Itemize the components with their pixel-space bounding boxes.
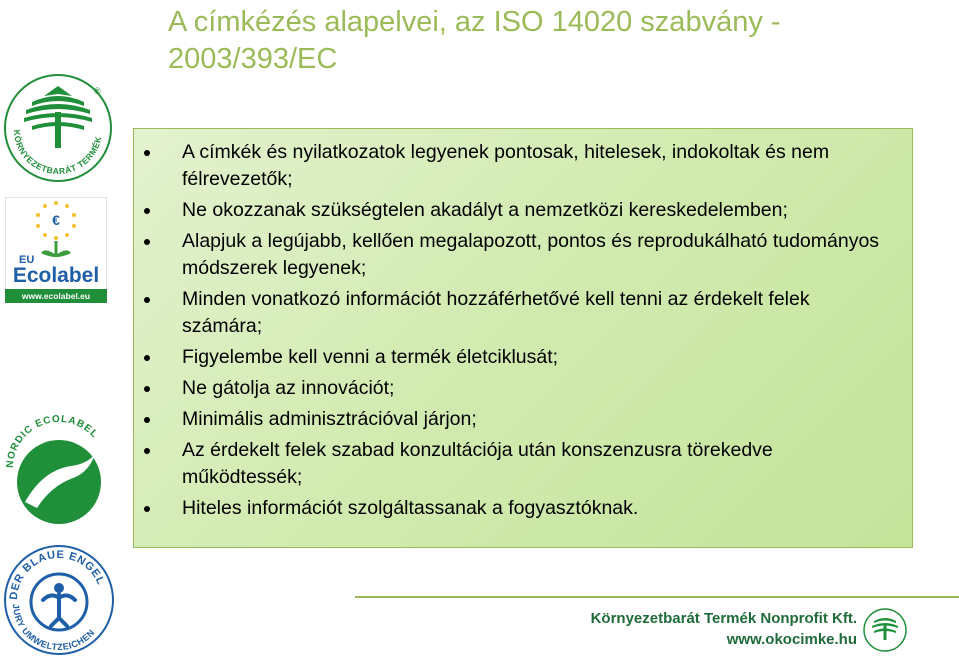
bullet-list [134, 139, 912, 526]
blaue-engel-logo [3, 538, 115, 658]
bullet-item: Minimális adminisztrációval járjon; [134, 406, 912, 433]
footer-kornyezetbarat-logo [862, 607, 908, 653]
ecolabel-label: Ecolabel [12, 264, 100, 287]
svg-text:€: € [52, 212, 60, 228]
footer-url[interactable]: www.okocimke.hu [726, 631, 857, 648]
kornyezetbarat-logo-text: KÖRNYEZETBARÁT TERMÉK [11, 129, 104, 177]
bullet-item: Ne gátolja az innovációt; [134, 375, 912, 402]
nordic-ecolabel-text: NORDIC ECOLABEL [4, 413, 101, 469]
bullet-item: Alapjuk a legújabb, kellően megalapozott, pontos és reprodukálható tudományos módszerek legyenek; [134, 228, 912, 282]
nordic-ecolabel-logo [3, 410, 115, 526]
blaue-engel-bottom-text: JURY UMWELTZEICHEN [10, 603, 97, 653]
content-box [133, 128, 913, 548]
blaue-engel-top-text: DER BLAUE ENGEL [7, 548, 107, 601]
footer-divider [355, 596, 959, 598]
kornyezetbarat-termek-logo [2, 72, 114, 184]
ecolabel-url: www.ecolabel.eu [21, 291, 91, 301]
slide-title: A címkézés alapelvei, az ISO 14020 szabvány - 2003/393/EC [168, 6, 781, 75]
eu-label: EU [19, 254, 35, 266]
footer-company: Környezetbarát Termék Nonprofit Kft. [590, 610, 857, 627]
bullet-item: Az érdekelt felek szabad konzultációja után konszenzusra törekedve működtessék; [134, 437, 912, 491]
registered-mark: ® [94, 86, 101, 96]
eu-ecolabel-logo [5, 197, 107, 303]
bullet-item: Figyelembe kell venni a termék életciklusát; [134, 344, 912, 371]
bullet-item: A címkék és nyilatkozatok legyenek pontosak, hitelesek, indokoltak és nem félrevezetők; [134, 139, 912, 193]
bullet-item: Minden vonatkozó információt hozzáférhetővé kell tenni az érdekelt felek számára; [134, 286, 912, 340]
bullet-item: Hiteles információt szolgáltassanak a fogyasztóknak. [134, 495, 912, 522]
bullet-item: Ne okozzanak szükségtelen akadályt a nemzetközi kereskedelemben; [134, 197, 912, 224]
